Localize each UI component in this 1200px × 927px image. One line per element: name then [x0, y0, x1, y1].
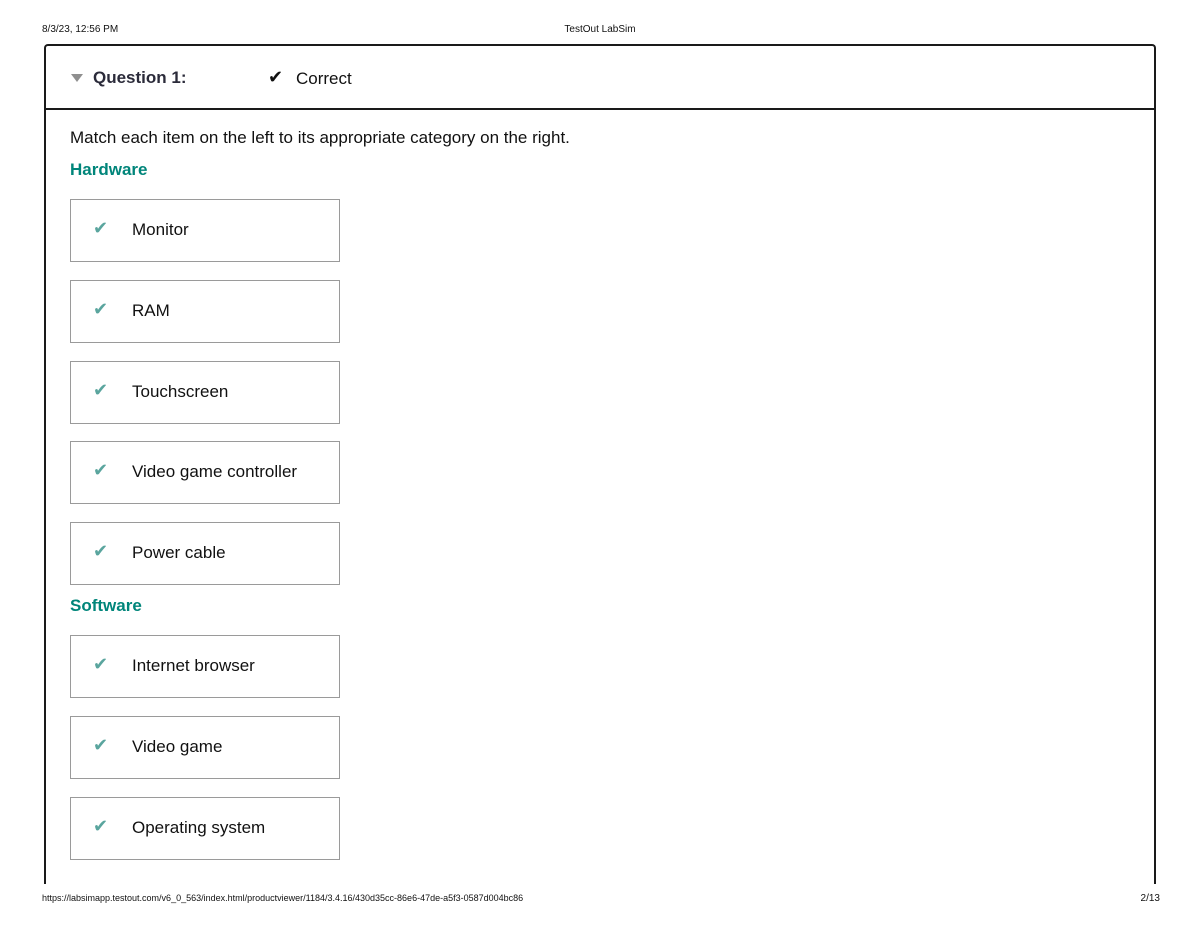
match-item-video-game[interactable] [70, 716, 340, 779]
item-label: Touchscreen [132, 382, 229, 401]
category-heading-software: Software [70, 596, 142, 615]
checkmark-icon: ✔ [93, 380, 109, 401]
question-label: Question 1: [93, 68, 187, 87]
item-label: Video game [132, 737, 223, 756]
checkmark-icon: ✔ [93, 654, 109, 675]
question-card [44, 44, 1156, 884]
match-item-video-game-controller[interactable] [70, 441, 340, 504]
match-item-monitor[interactable] [70, 199, 340, 262]
match-item-ram[interactable] [70, 280, 340, 343]
item-label: Internet browser [132, 656, 255, 675]
checkmark-icon: ✔ [93, 816, 109, 837]
print-page-number: 2/13 [1140, 893, 1160, 904]
match-item-operating-system[interactable] [70, 797, 340, 860]
category-heading-hardware: Hardware [70, 160, 148, 179]
checkmark-icon: ✔ [93, 299, 109, 320]
item-label: Video game controller [132, 462, 298, 481]
print-page-title: TestOut LabSim [564, 24, 636, 35]
print-timestamp: 8/3/23, 12:56 PM [42, 24, 119, 35]
checkmark-icon: ✔ [93, 735, 109, 756]
match-item-touchscreen[interactable] [70, 361, 340, 424]
checkmark-icon: ✔ [93, 541, 109, 562]
status-label: Correct [296, 69, 352, 88]
checkmark-icon: ✔ [268, 67, 284, 88]
question-header[interactable] [46, 46, 1154, 110]
item-label: Monitor [132, 220, 189, 239]
question-instructions: Match each item on the left to its appropriate category on the right. [70, 128, 570, 147]
item-label: Power cable [132, 543, 226, 562]
print-url: https://labsimapp.testout.com/v6_0_563/index.html/productviewer/1184/3.4.16/430d35cc-86e6-47de-a5f3-0587d004bc86 [42, 893, 524, 903]
match-item-power-cable[interactable] [70, 522, 340, 585]
checkmark-icon: ✔ [93, 218, 109, 239]
item-label: RAM [132, 301, 170, 320]
match-item-internet-browser[interactable] [70, 635, 340, 698]
item-label: Operating system [132, 818, 266, 837]
collapse-triangle-icon[interactable] [71, 74, 83, 82]
checkmark-icon: ✔ [93, 460, 109, 481]
